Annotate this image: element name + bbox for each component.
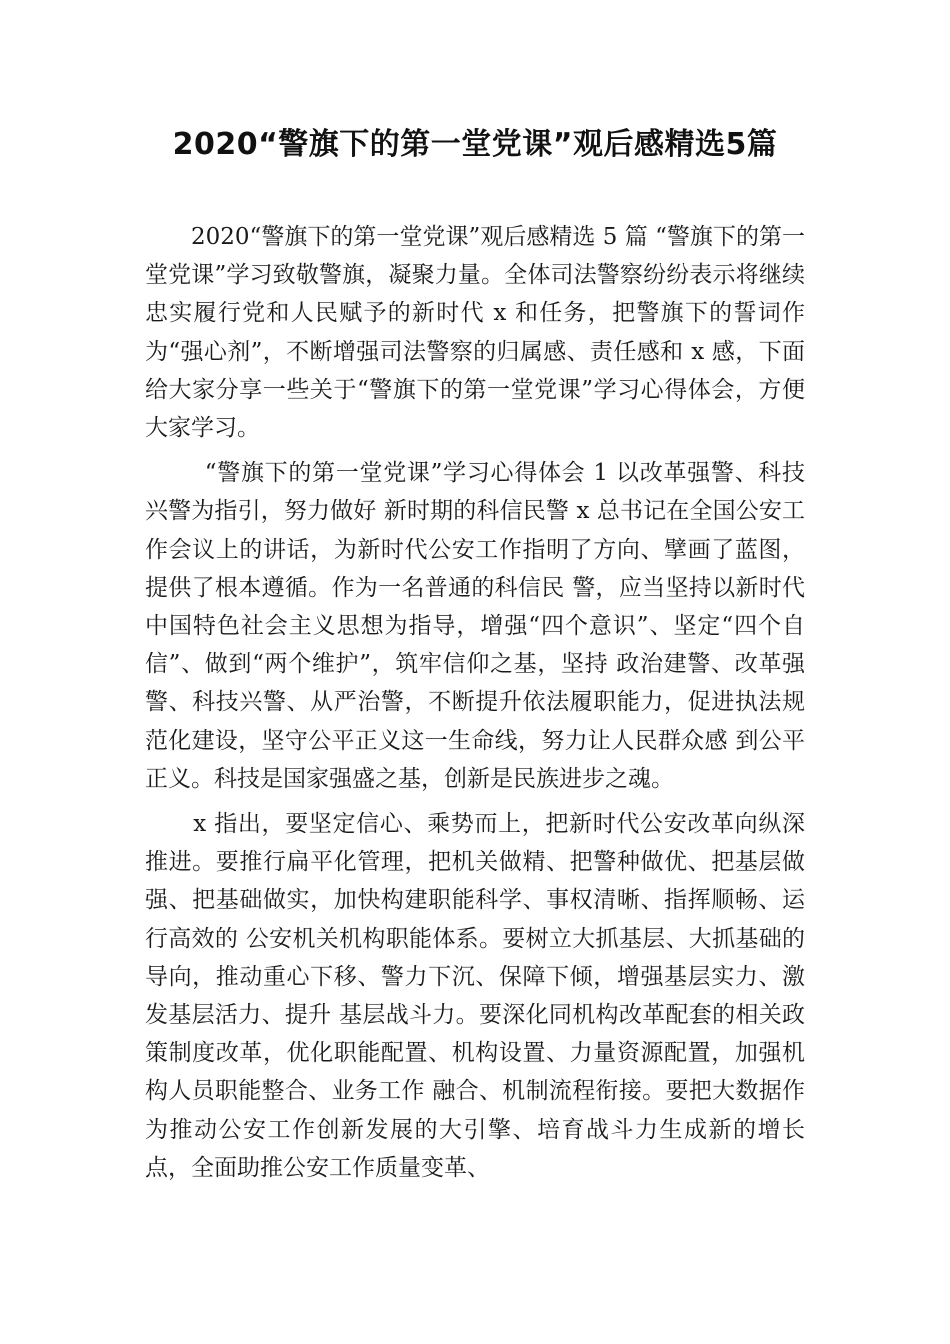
document-title: 2020“警旗下的第一堂党课”观后感精选5篇 (172, 127, 778, 162)
document-body (145, 218, 805, 1194)
paragraph-essay-1: “警旗下的第一堂党课”学习心得体会 1 以改革强警、科技兴警为指引，努力做好 新时期的科信民警 x 总书记在全国公安工作会议上的讲话，为新时代公安工作指明了方向、擘画了蓝图，提供了根本遵循。作为一名普通的科信民 警，应当坚持以新时代中国特色社会主义思想为指导，增强“四个意识”、坚定“四个自信”、做到“两个维护”，筑牢信仰之基，坚持 政治建警、改革强警、科技兴警、从严治警，不断提升依法履职能力，促进执法规范化建设，坚守公平正义这一生命线，努力让人民群众感 到公平正义。科技是国家强盛之基，创新是民族进步之魂。 (145, 460, 805, 792)
paragraph-intro: 2020“警旗下的第一堂党课”观后感精选 5 篇 “警旗下的第一堂党课”学习致敬警旗，凝聚力量。全体司法警察纷纷表示将继续忠实履行党和人民赋予的新时代 x 和任务，把警旗下的誓词作为“强心剂”，不断增强司法警察的归属感、责任感和 x 感，下面给大家分享一些关于“警旗下的第一堂党课”学习心得体会，方便大家学习。 (145, 224, 805, 442)
paragraph-essay-1-continued: x 指出，要坚定信心、乘势而上，把新时代公安改革向纵深 推进。要推行扁平化管理，把机关做精、把警种做优、把基层做强、把基础做实，加快构建职能科学、事权清晰、指挥顺畅、运行高效的 公安机关机构职能体系。要树立大抓基层、大抓基础的导向，推动重心下移、警力下沉、保障下倾，增强基层实力、激发基层活力、提升 基层战斗力。要深化同机构改革配套的相关政策制度改革，优化职能配置、机构设置、力量资源配置，加强机构人员职能整合、业务工作 融合、机制流程衔接。要把大数据作为推动公安工作创新发展的大引擎、培育战斗力生成新的增长点，全面助推公安工作质量变革、 (145, 811, 805, 1181)
